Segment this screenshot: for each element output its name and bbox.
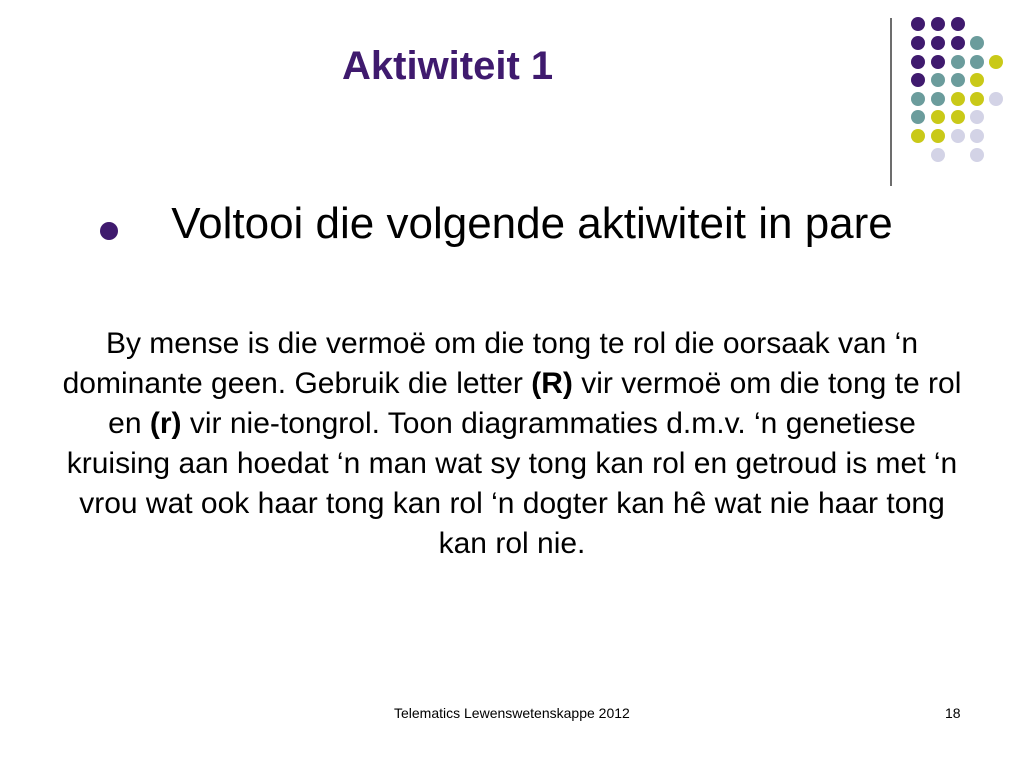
decor-dot <box>911 36 925 50</box>
decor-dot <box>911 73 925 87</box>
footer-text: Telematics Lewenswetenskappe 2012 <box>394 705 630 721</box>
decor-dot <box>951 17 965 31</box>
decor-dot <box>989 55 1003 69</box>
decor-dot <box>970 92 984 106</box>
decor-dot <box>951 36 965 50</box>
decor-dot <box>970 55 984 69</box>
recessive-allele-label: (r) <box>149 407 182 440</box>
decor-dot <box>931 55 945 69</box>
decor-dot <box>970 129 984 143</box>
slide-number: 18 <box>945 705 961 721</box>
decor-dot <box>911 129 925 143</box>
bullet-text: Voltooi die volgende aktiwiteit in pare <box>171 199 893 248</box>
bullet-dot-icon <box>100 222 118 240</box>
decor-dot <box>911 17 925 31</box>
decor-dot <box>911 110 925 124</box>
decor-dot <box>970 148 984 162</box>
decor-dot <box>931 17 945 31</box>
decor-dot <box>931 129 945 143</box>
instructions-text: vir nie-tongrol. Toon diagrammaties d.m.v. ‘n genetiese kruising aan hoedat ‘n man wat sy tong kan rol en getroud is met ‘n vrou wat ook haar tong kan rol ‘n dogter kan hê wat nie haar tong kan rol nie. <box>66 407 958 560</box>
decor-dot <box>931 92 945 106</box>
decorative-dot-grid <box>0 0 1024 200</box>
decor-dot <box>970 110 984 124</box>
decor-dot <box>931 148 945 162</box>
bullet-point <box>100 196 930 316</box>
decor-dot <box>931 110 945 124</box>
instructions-text: vir vermoë om die tong te rol en <box>108 367 962 440</box>
decor-dot <box>911 92 925 106</box>
decor-dot <box>951 129 965 143</box>
decor-dot <box>931 73 945 87</box>
decor-dot <box>951 73 965 87</box>
decor-dot <box>951 55 965 69</box>
dominant-allele-label: (R) <box>531 367 573 400</box>
slide-title: Aktiwiteit 1 <box>342 44 554 88</box>
decor-dot <box>911 55 925 69</box>
decor-dot <box>970 36 984 50</box>
activity-instructions <box>60 324 964 564</box>
decor-dot <box>989 92 1003 106</box>
instructions-text: By mense is die vermoë om die tong te rol die oorsaak van ‘n dominante geen. Gebruik die letter <box>62 327 919 400</box>
vertical-divider <box>890 18 892 186</box>
decor-dot <box>951 110 965 124</box>
decor-dot <box>970 73 984 87</box>
decor-dot <box>931 36 945 50</box>
decor-dot <box>951 92 965 106</box>
